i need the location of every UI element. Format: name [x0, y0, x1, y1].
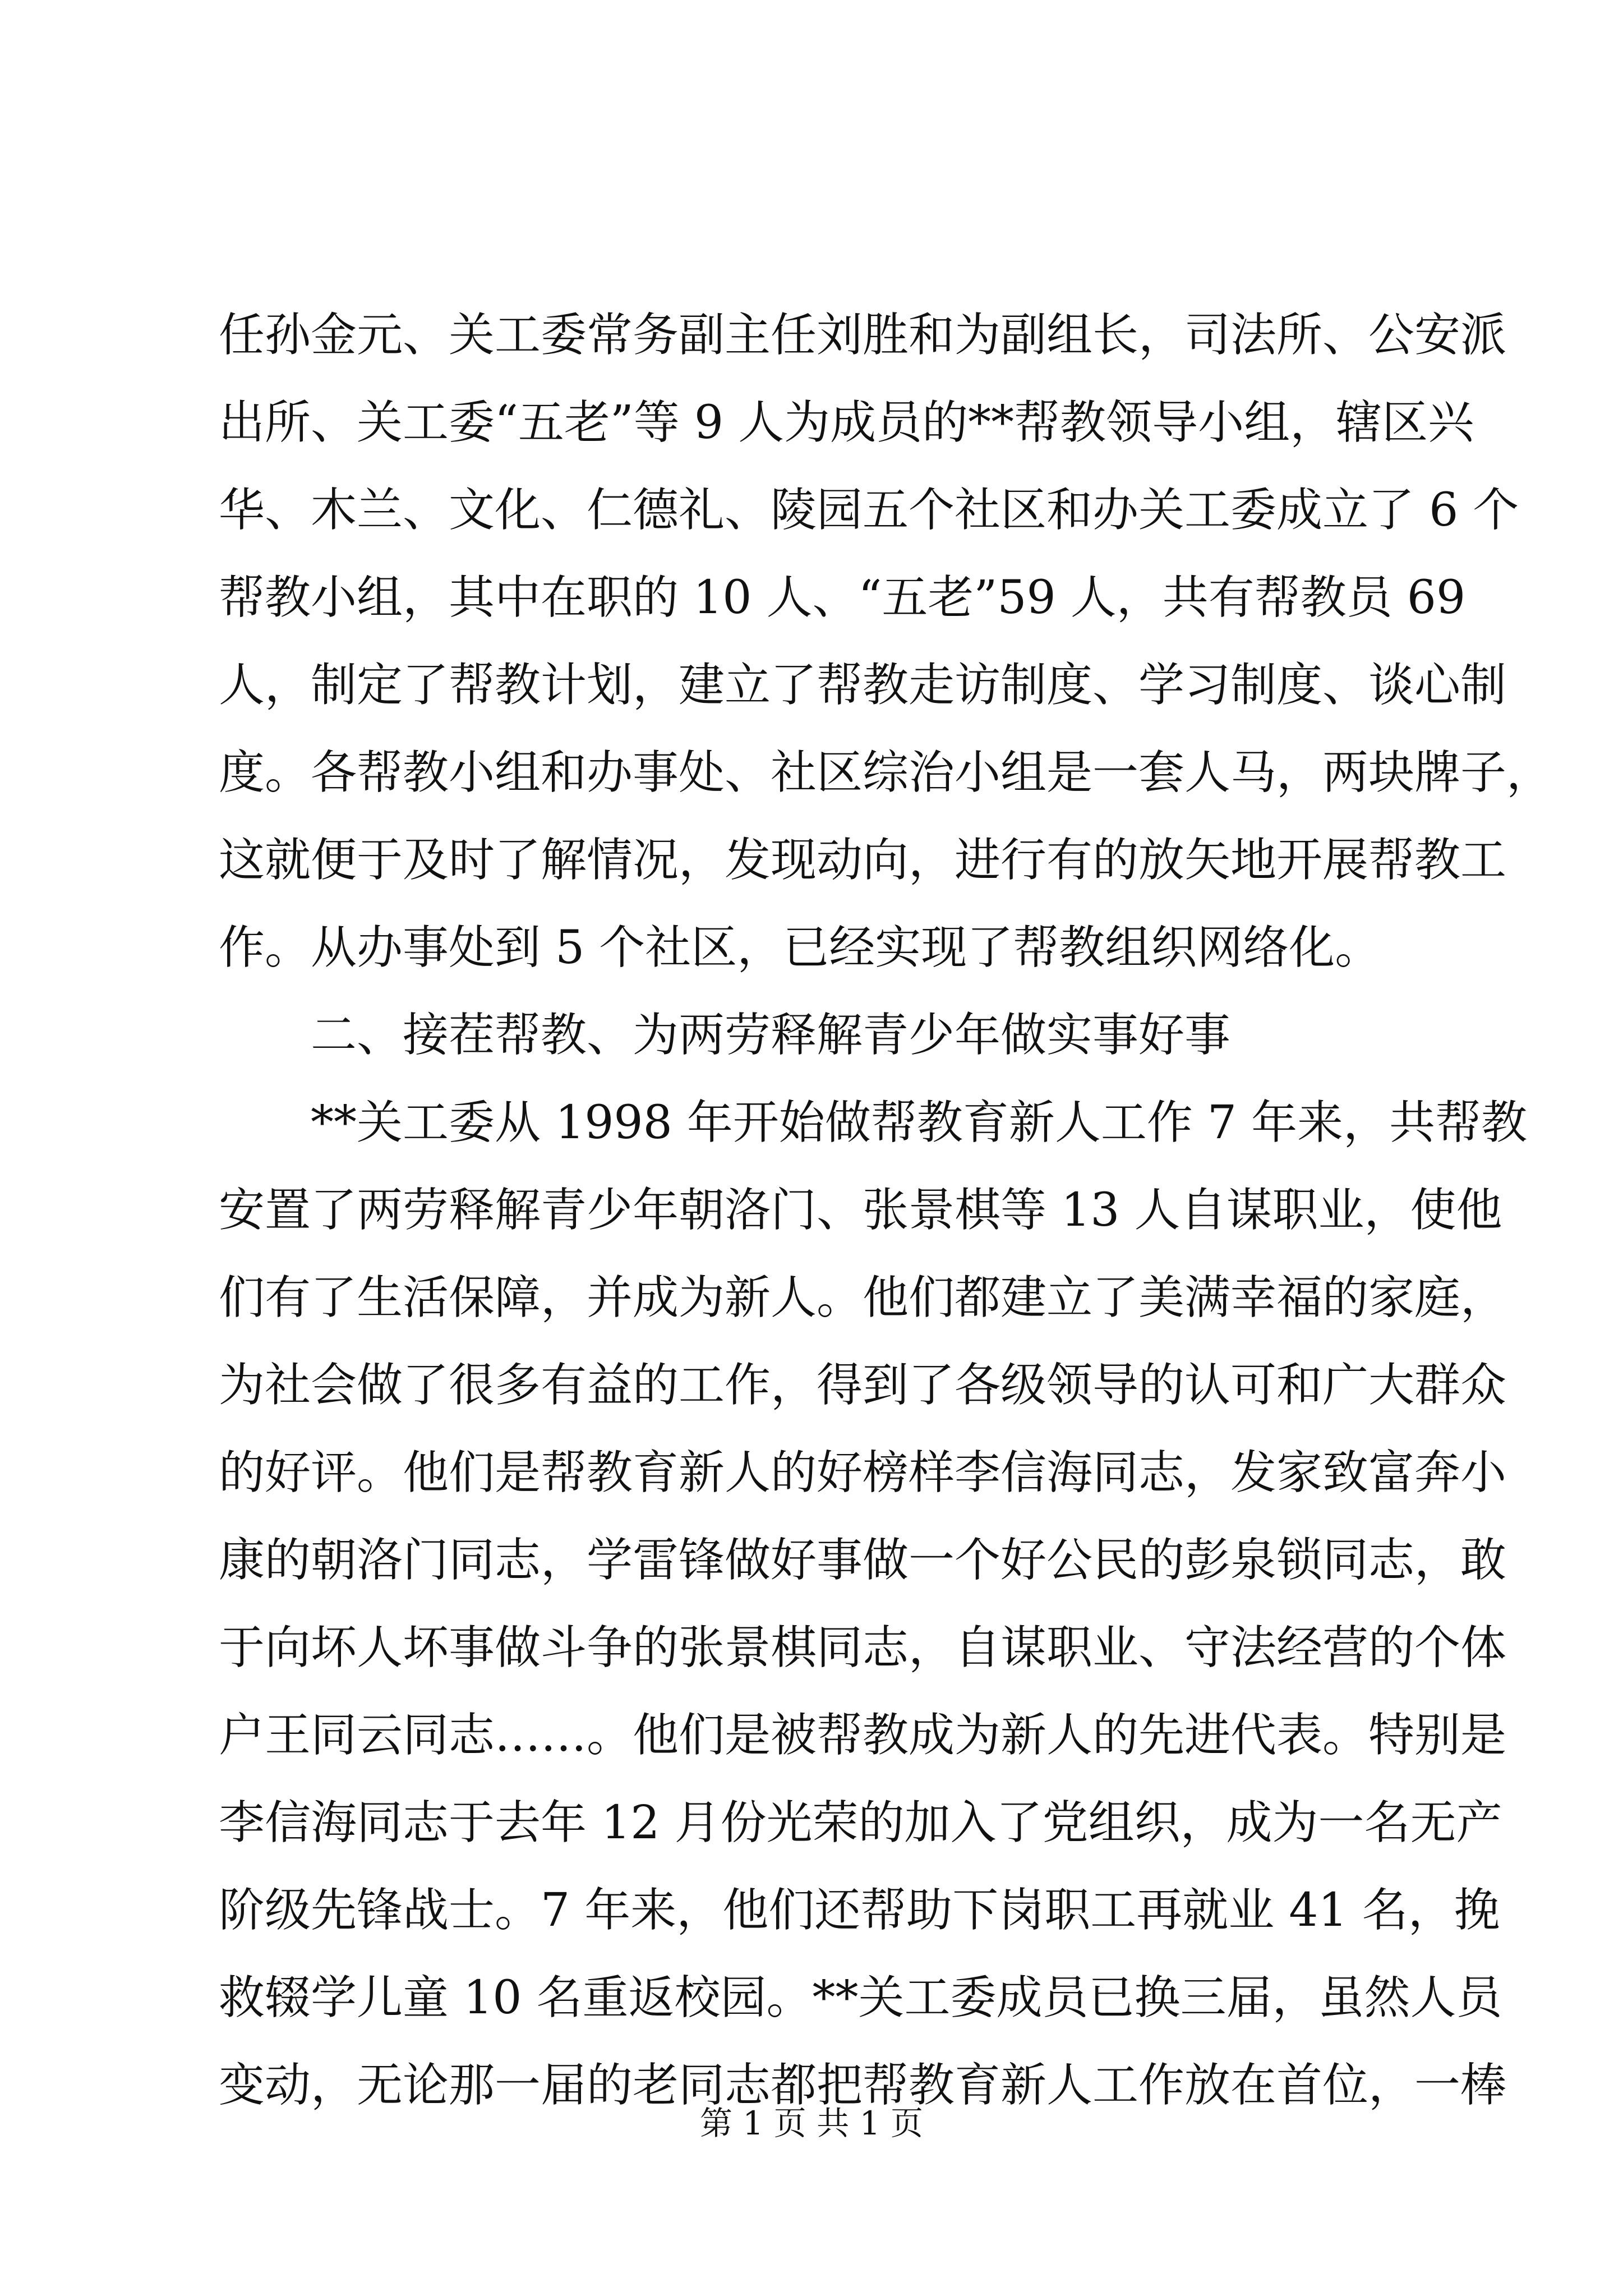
- text-line: 度。各帮教小组和办事处、社区综治小组是一套人马，两块牌子，: [219, 746, 1553, 799]
- text-line: 为社会做了很多有益的工作，得到了各级领导的认可和广大群众: [219, 1359, 1507, 1412]
- text-line: 变动，无论那一届的老同志都把帮教育新人工作放在首位，一棒: [219, 2059, 1507, 2112]
- document-body: [219, 292, 1553, 2129]
- text-line: 华、木兰、文化、仁德礼、陵园五个社区和办关工委成立了 6 个: [219, 484, 1519, 537]
- text-line: 户王同云同志……。他们是被帮教成为新人的先进代表。特别是: [219, 1709, 1507, 1762]
- text-line: **关工委从 1998 年开始做帮教育新人工作 7 年来，共帮教: [311, 1096, 1528, 1149]
- text-line: 出所、关工委“五老”等 9 人为成员的**帮教领导小组，辖区兴: [219, 396, 1474, 449]
- text-line: 这就便于及时了解情况，发现动向，进行有的放矢地开展帮教工: [219, 834, 1507, 887]
- text-line: 阶级先锋战士。7 年来，他们还帮助下岗职工再就业 41 名，挽: [219, 1884, 1500, 1937]
- text-line: 救辍学儿童 10 名重返校园。**关工委成员已换三届，虽然人员: [219, 1971, 1502, 2024]
- text-line: 李信海同志于去年 12 月份光荣的加入了党组织，成为一名无产: [219, 1796, 1502, 1849]
- text-line: 康的朝洛门同志，学雷锋做好事做一个好公民的彭泉锁同志，敢: [219, 1534, 1507, 1587]
- page-number: 第 1 页 共 1 页: [700, 2104, 923, 2142]
- text-line: 人，制定了帮教计划，建立了帮教走访制度、学习制度、谈心制: [219, 659, 1507, 712]
- text-line: 作。从办事处到 5 个社区，已经实现了帮教组织网络化。: [219, 921, 1381, 974]
- text-line: 安置了两劳释解青少年朝洛门、张景棋等 13 人自谋职业，使他: [219, 1184, 1502, 1237]
- text-line: 于向坏人坏事做斗争的张景棋同志，自谋职业、守法经营的个体: [219, 1621, 1507, 1674]
- section-heading: 二、接茬帮教、为两劳释解青少年做实事好事: [311, 1009, 1231, 1062]
- text-line: 任孙金元、关工委常务副主任刘胜和为副组长，司法所、公安派: [219, 309, 1507, 362]
- text-line: 的好评。他们是帮教育新人的好榜样李信海同志，发家致富奔小: [219, 1446, 1507, 1499]
- page-footer: [0, 2101, 1623, 2146]
- text-line: 们有了生活保障，并成为新人。他们都建立了美满幸福的家庭，: [219, 1271, 1507, 1324]
- text-line: 帮教小组，其中在职的 10 人、“五老”59 人，共有帮教员 69: [219, 571, 1466, 624]
